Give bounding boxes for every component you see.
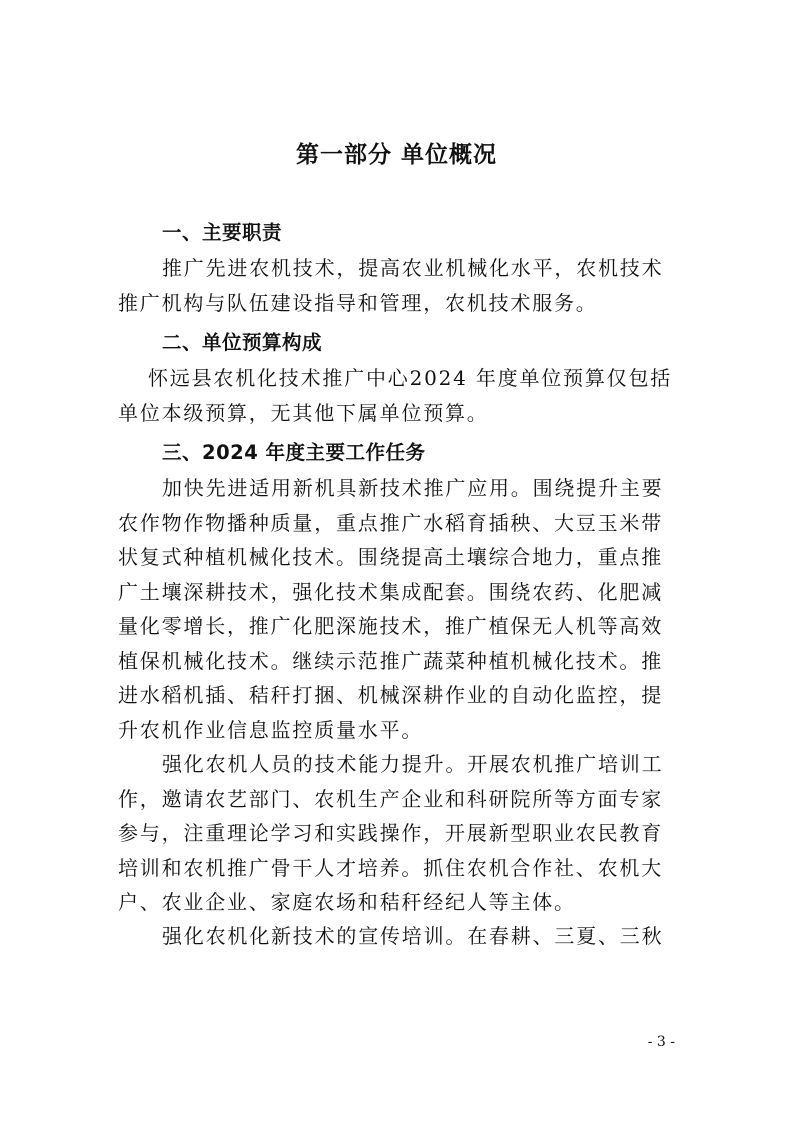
paragraph-line: 加快先进适用新机具新技术推广应用。围绕提升主要 [162,476,664,500]
page-number: - 3 - [647,1034,675,1050]
paragraph-tech-promotion [118,471,678,747]
paragraph-line: 单位本级预算，无其他下属单位预算。 [118,400,489,425]
paragraph-line: 强化农机人员的技术能力提升。开展农机推广培训工 [162,752,664,776]
paragraph-line: 强化农机化新技术的宣传培训。在春耕、三夏、三秋 [162,924,664,948]
paragraph-budget-structure [118,361,678,430]
paragraph-line: 怀远县农机化技术推广中心2024 年度单位预算仅包括 [148,366,673,390]
paragraph-line: 作，邀请农艺部门、农机生产企业和科研院所等方面专家 [118,786,663,811]
section-heading-duties: 一、主要职责 [162,221,283,244]
paragraph-line: 状复式种植机械化技术。围绕提高土壤综合地力，重点推 [118,545,663,569]
section-heading-budget-structure: 二、单位预算构成 [162,331,323,354]
section-heading-main-tasks: 三、2024 年度主要工作任务 [162,441,426,464]
paragraph-line: 参与，注重理论学习和实践操作，开展新型职业农民教育 [118,821,663,845]
paragraph-line: 广土壤深耕技术，强化技术集成配套。围绕农药、化肥减 [118,579,663,604]
paragraph-line: 升农机作业信息监控质量水平。 [118,717,424,742]
paragraph-line: 培训和农机推广骨干人才培养。抓住农机合作社、农机大 [118,855,663,880]
paragraph-line: 植保机械化技术。继续示范推广蔬菜种植机械化技术。推 [118,648,663,673]
paragraph-line: 户、农业企业、家庭农场和秸秆经纪人等主体。 [118,890,576,914]
paragraph-line: 量化零增长，推广化肥深施技术，推广植保无人机等高效 [118,614,663,638]
paragraph-line: 推广先进农机技术，提高农业机械化水平，农机技术 [162,256,664,280]
paragraph-line: 进水稻机插、秸秆打捆、机械深耕作业的自动化监控，提 [118,683,663,707]
page-title: 第一部分 单位概况 [295,142,497,168]
paragraph-line: 推广机构与队伍建设指导和管理，农机技术服务。 [118,290,598,315]
paragraph-publicity-training [118,919,678,954]
paragraph-staff-training [118,747,678,920]
paragraph-duties [118,251,678,320]
paragraph-line: 农作物作物播种质量，重点推广水稻育插秧、大豆玉米带 [118,510,663,535]
